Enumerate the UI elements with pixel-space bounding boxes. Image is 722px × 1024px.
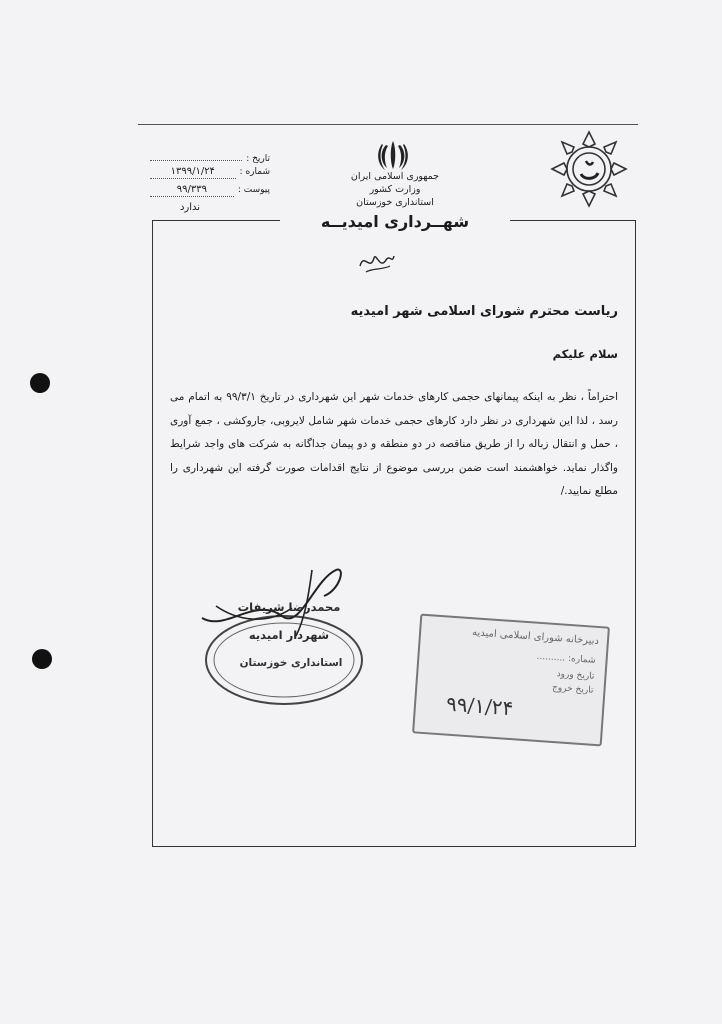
letter-recipient: ریاست محترم شورای اسلامی شهر امیدیه bbox=[350, 304, 618, 319]
gov-line-republic: جمهوری اسلامی ایران bbox=[350, 171, 440, 182]
letter-salutation: سلام علیکم bbox=[552, 347, 618, 361]
attachment-note: ندارد bbox=[179, 202, 201, 213]
received-stamp-entry: تاریخ ورود bbox=[556, 669, 595, 682]
stamp-province: استانداری خوزستان bbox=[239, 657, 343, 669]
attachment-label: پیوست : bbox=[237, 185, 270, 195]
letter-meta bbox=[150, 148, 270, 213]
number-value: ۱۳۹۹/۱/۲۴ bbox=[150, 166, 236, 179]
signatory-name: محمدرضا شریفات bbox=[237, 600, 341, 614]
header-divider bbox=[138, 124, 638, 125]
number-label: شماره : bbox=[239, 167, 270, 177]
date-row bbox=[150, 148, 270, 166]
punch-hole-lower bbox=[32, 649, 52, 669]
received-stamp-date: ۹۹/۱/۲۴ bbox=[445, 691, 515, 721]
gov-line-ministry: وزارت کشور bbox=[369, 184, 421, 195]
date-value bbox=[150, 148, 242, 161]
received-stamp-office: دبیرخانه شورای اسلامی امیدیه bbox=[471, 627, 600, 648]
received-stamp-number: شماره: .......... bbox=[536, 651, 596, 666]
municipality-title: شهــرداری امیدیــه bbox=[280, 212, 510, 231]
received-stamp bbox=[412, 614, 610, 747]
attachment-row bbox=[150, 184, 270, 202]
handwritten-mark-icon bbox=[356, 246, 398, 276]
government-header bbox=[330, 170, 460, 209]
attachment-value: ۹۹/۳۳۹ bbox=[150, 184, 234, 197]
date-label: تاریخ : bbox=[246, 154, 270, 164]
punch-hole-upper bbox=[30, 373, 50, 393]
received-stamp-exit: تاریخ خروج bbox=[551, 682, 594, 696]
gov-line-province: استانداری خوزستان bbox=[356, 197, 434, 208]
iran-emblem-icon bbox=[376, 138, 410, 172]
letter-body: احتراماً ، نظر به اینکه پیمانهای حجمی کارهای خدمات شهر این شهرداری در تاریخ ۹۹/۳/۱ به اتمام می رسد ، لذا این شهرداری در نظر دارد کارهای حجمی خدمات شهر شامل لایروبی، جاروکشی ، جمع آوری ، حمل و انتقال زباله را از طریق مناقصه در دو منطقه و دو پیمان جداگانه به شرکت های واجد شرایط واگذار نماید. خواهشمند است ضمن بررسی موضوع از نتایج اقدامات صورت گرفته این شهرداری را مطلع نمایید./ bbox=[170, 391, 618, 497]
municipality-logo-icon bbox=[548, 128, 630, 210]
signatory-role: شهردار امیدیه bbox=[248, 628, 330, 642]
number-row bbox=[150, 166, 270, 184]
